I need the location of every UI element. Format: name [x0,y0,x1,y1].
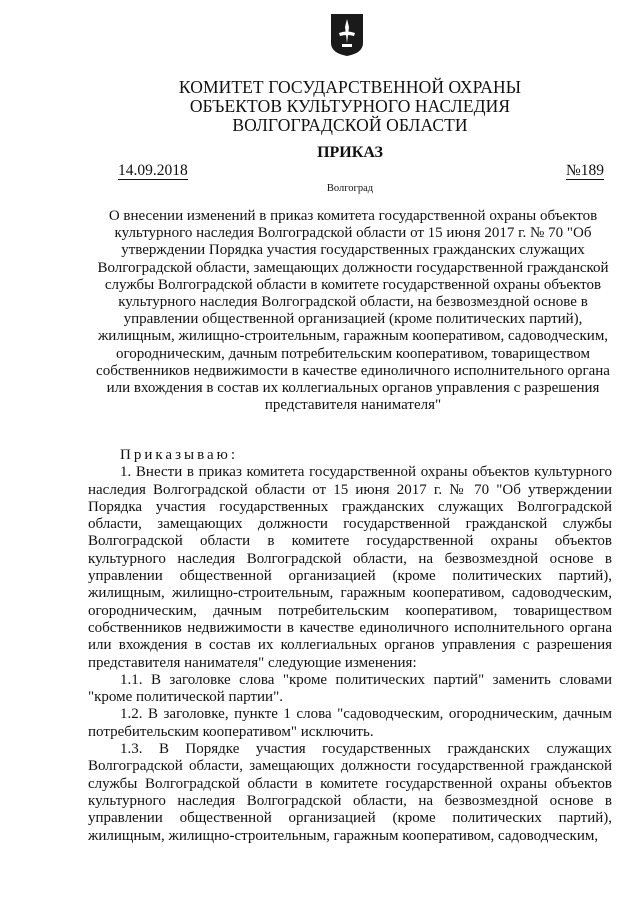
committee-line: ВОЛГОГРАДСКОЙ ОБЛАСТИ [232,115,468,135]
committee-line: КОМИТЕТ ГОСУДАРСТВЕННОЙ ОХРАНЫ [178,77,522,97]
committee-name [0,78,640,135]
committee-line: ОБЪЕКТОВ КУЛЬТУРНОГО НАСЛЕДИЯ [189,96,511,116]
paragraph-1-1: 1.1. В заголовке слова "кроме политических партий" заменить словами "кроме политической партии". [88,671,612,706]
order-lead: Приказываю: [120,447,238,463]
order-number: №189 [566,162,605,179]
paragraph-1-2: 1.2. В заголовке, пункте 1 слова "садоводческим, огородническим, дачным потребительским кооперативом" исключить. [88,706,612,740]
order-city: Волгоград [326,183,374,194]
document-heading: ПРИКАЗ [317,144,383,161]
order-title: О внесении изменений в приказ комитета государственной охраны объектов культурного наследия Волгоградской области от 15 июня 2017 г. № 70 "Об утверждении Порядка участия государственных гражданских служащих Волгоградской области, замещающих должности государственной гражданской службы Волгоградской области в комитете государственной охраны объектов культурного наследия Волгоградской области, на безвозмездной основе в управлении общественной организацией (кроме политических партий), жилищным, жилищно-строительным, гаражным кооперативом, садоводческим, огородническим, дачным потребительским кооперативом, товариществом собственников недвижимости в качестве единоличного исполнительного органа или вхождения в состав их коллегиальных органов управления с разрешения представителя нанимателя" [96,208,610,414]
paragraph-1: 1. Внести в приказ комитета государственной охраны объектов культурного наследия Волгоградской области от 15 июня 2017 г. № 70 "Об утверждении Порядка участия государственных гражданских служащих Волгоградской области, замещающих должности государственной гражданской службы Волгоградской области в комитете государственной охраны объектов культурного наследия Волгоградской области, на безвозмездной основе в управлении общественной организацией (кроме политических партий), жилищным, жилищно-строительным, гаражным кооперативом, садоводческим, огородническим, дачным потребительским кооперативом, товариществом собственников недвижимости в качестве единоличного исполнительного органа или вхождения в состав их коллегиальных органов управления с разрешения представителя нанимателя" следующие изменения: [88,464,612,671]
order-body [88,447,612,845]
order-date: 14.09.2018 [118,162,188,179]
paragraph-1-3: 1.3. В Порядке участия государственных гражданских служащих Волгоградской области, замещающих должности государственной гражданской службы Волгоградской области в комитете государственной охраны объектов культурного наследия Волгоградской области, на безвозмездной основе в управлении общественной организацией (кроме политических партий), жилищным, жилищно-строительным, гаражным кооперативом, садоводческим, [88,741,612,844]
coat-of-arms-icon [330,13,364,57]
